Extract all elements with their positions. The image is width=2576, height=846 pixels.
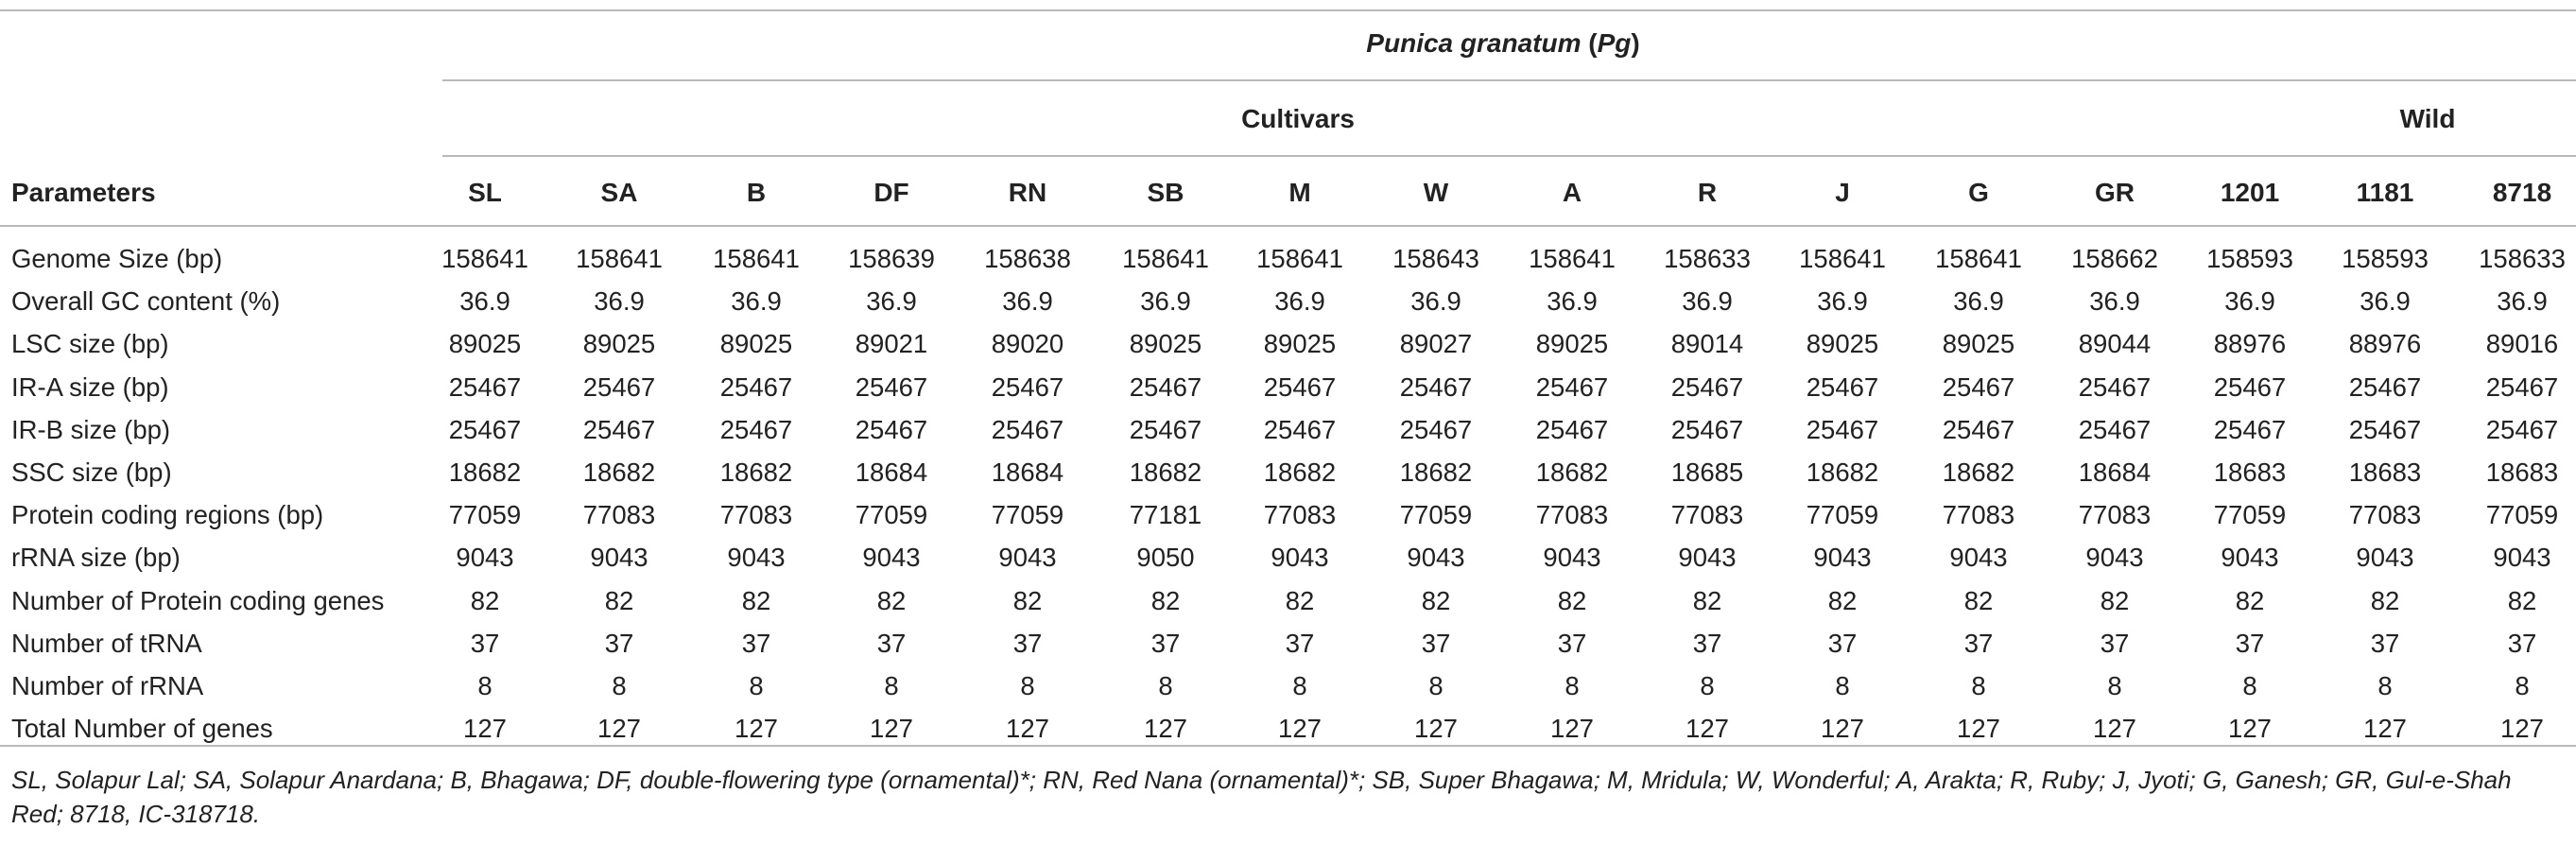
table-cell: 158662 (2071, 244, 2158, 273)
table-cell: 82 (2507, 585, 2537, 615)
table-cell: 89014 (1670, 329, 1744, 359)
table-cell: 88976 (2348, 329, 2422, 359)
table-cell: 82 (1421, 585, 1451, 615)
table-cell: 37 (2100, 628, 2130, 658)
row-label: Total Number of genes (11, 714, 273, 744)
column-header: M (1288, 178, 1311, 207)
table-cell: 18682 (1129, 458, 1202, 487)
header-bottom-rule (0, 225, 2576, 227)
table-cell: 77181 (1129, 500, 1202, 530)
table-cell: 82 (1692, 585, 1722, 615)
table-cell: 36.9 (731, 286, 782, 317)
table-cell: 8 (1292, 671, 1307, 700)
table-cell: 158633 (1664, 244, 1751, 273)
table-cell: 25467 (1806, 371, 1879, 402)
table-cell: 18682 (719, 458, 793, 487)
table-cell: 9043 (1271, 543, 1329, 573)
table-cell: 25467 (582, 371, 656, 402)
table-cell: 37 (2235, 628, 2265, 658)
column-header: J (1835, 178, 1850, 207)
table-cell: 82 (1827, 585, 1858, 615)
species-abbr: Pg (1597, 28, 1632, 58)
table-cell: 37 (604, 628, 634, 658)
table-cell: 82 (2370, 585, 2400, 615)
row-label: LSC size (bp) (11, 329, 169, 359)
table-cell: 9043 (1813, 543, 1872, 573)
table-cell: 18685 (1670, 458, 1744, 487)
table-cell: 25467 (1535, 371, 1609, 402)
row-label: Number of Protein coding genes (11, 585, 385, 615)
table-cell: 77083 (582, 500, 656, 530)
table-top-rule (0, 9, 2576, 11)
table-cell: 36.9 (594, 286, 645, 317)
table-cell: 89044 (2078, 329, 2152, 359)
group-header-wild: Wild (2399, 104, 2456, 133)
row-label: Number of rRNA (11, 671, 204, 700)
column-header: GR (2095, 178, 2135, 207)
table-cell: 18683 (2213, 458, 2287, 487)
table-cell: 9043 (2221, 543, 2279, 573)
table-cell: 25467 (991, 414, 1064, 444)
table-cell: 36.9 (1002, 286, 1053, 317)
table-cell: 36.9 (2497, 286, 2548, 317)
table-cell: 37 (876, 628, 907, 658)
table-cell: 36.9 (1682, 286, 1733, 317)
table-cell: 37 (1285, 628, 1315, 658)
table-cell: 36.9 (1817, 286, 1868, 317)
column-header: G (1968, 178, 1989, 207)
table-cell: 18682 (582, 458, 656, 487)
table-cell: 36.9 (2360, 286, 2411, 317)
table-cell: 8 (612, 671, 627, 700)
table-cell: 158643 (1392, 244, 1479, 273)
table-cell: 36.9 (459, 286, 510, 317)
table-cell: 8 (2515, 671, 2530, 700)
table-cell: 36.9 (2224, 286, 2275, 317)
table-cell: 9043 (456, 543, 514, 573)
row-label: Protein coding regions (bp) (11, 500, 324, 530)
table-cell: 9050 (1136, 543, 1195, 573)
table-cell: 18682 (1535, 458, 1609, 487)
table-cell: 25467 (991, 371, 1064, 402)
table-cell: 25467 (1263, 371, 1337, 402)
table-cell: 25467 (1670, 371, 1744, 402)
table-cell: 158641 (1935, 244, 2022, 273)
row-label: Genome Size (bp) (11, 244, 223, 273)
table-cell: 36.9 (1274, 286, 1325, 317)
table-cell: 158638 (984, 244, 1071, 273)
table-cell: 77059 (2213, 500, 2287, 530)
table-cell: 18683 (2485, 458, 2559, 487)
table-cell: 82 (1012, 585, 1043, 615)
table-cell: 127 (2500, 714, 2544, 744)
table-cell: 25467 (2078, 371, 2152, 402)
table-cell: 25467 (1263, 414, 1337, 444)
column-header: SA (600, 178, 638, 207)
table-cell: 9043 (1949, 543, 2008, 573)
table-cell: 18682 (1806, 458, 1879, 487)
table-cell: 158641 (1529, 244, 1616, 273)
parameters-header: Parameters (11, 178, 156, 207)
table-cell: 37 (1421, 628, 1451, 658)
table-cell: 8 (749, 671, 764, 700)
table-cell: 82 (2100, 585, 2130, 615)
table-cell: 8 (2377, 671, 2393, 700)
table-cell: 37 (1012, 628, 1043, 658)
table-cell: 82 (2235, 585, 2265, 615)
table-cell: 77083 (1942, 500, 2015, 530)
table-cell: 89021 (855, 329, 928, 359)
table-cell: 89025 (1806, 329, 1879, 359)
table-cell: 9043 (2356, 543, 2414, 573)
table-cell: 158593 (2206, 244, 2293, 273)
row-label: rRNA size (bp) (11, 543, 181, 573)
table-cell: 89025 (719, 329, 793, 359)
column-header: R (1697, 178, 1718, 207)
table-cell: 25467 (2213, 371, 2287, 402)
table-cell: 37 (741, 628, 771, 658)
table-cell: 82 (604, 585, 634, 615)
table-cell: 36.9 (2089, 286, 2140, 317)
table-cell: 8 (884, 671, 899, 700)
table-cell: 25467 (1399, 371, 1473, 402)
table-cell: 25467 (582, 414, 656, 444)
table-cell: 82 (876, 585, 907, 615)
table-cell: 127 (1414, 714, 1458, 744)
column-header: A (1562, 178, 1582, 207)
table-cell: 82 (1150, 585, 1181, 615)
table-cell: 77083 (2348, 500, 2422, 530)
table-cell: 25467 (1399, 414, 1473, 444)
table-cell: 25467 (1806, 414, 1879, 444)
table-cell: 127 (463, 714, 507, 744)
table-cell: 9043 (2493, 543, 2551, 573)
row-label: IR-A size (bp) (11, 371, 169, 402)
table-cell: 37 (1692, 628, 1722, 658)
table-cell: 89016 (2485, 329, 2559, 359)
group-rule (442, 155, 2576, 157)
table-cell: 37 (2370, 628, 2400, 658)
table-cell: 77059 (448, 500, 522, 530)
table-cell: 158641 (441, 244, 528, 273)
table-cell: 9043 (2085, 543, 2144, 573)
table-cell: 77083 (1263, 500, 1337, 530)
table-cell: 88976 (2213, 329, 2287, 359)
table-cell: 89025 (448, 329, 522, 359)
table-cell: 77059 (855, 500, 928, 530)
row-label: Number of tRNA (11, 628, 202, 658)
table-cell: 127 (1278, 714, 1322, 744)
table-cell: 77059 (1399, 500, 1473, 530)
table-cell: 25467 (719, 414, 793, 444)
table-cell: 36.9 (1547, 286, 1598, 317)
table-cell: 25467 (2485, 371, 2559, 402)
table-cell: 8 (477, 671, 493, 700)
table-cell: 37 (1150, 628, 1181, 658)
table-cell: 18682 (1263, 458, 1337, 487)
table-cell: 127 (1821, 714, 1864, 744)
table-cell: 127 (1686, 714, 1729, 744)
table-cell: 36.9 (1140, 286, 1191, 317)
table-cell: 127 (1957, 714, 2000, 744)
table-cell: 25467 (1129, 414, 1202, 444)
table-cell: 8 (1835, 671, 1850, 700)
column-header: SB (1147, 178, 1184, 207)
table-cell: 25467 (1942, 371, 2015, 402)
table-cell: 25467 (1942, 414, 2015, 444)
table-cell: 18684 (855, 458, 928, 487)
table-cell: 37 (470, 628, 500, 658)
table-cell: 82 (470, 585, 500, 615)
table-cell: 77083 (1535, 500, 1609, 530)
table-cell: 77083 (2078, 500, 2152, 530)
column-header: B (746, 178, 767, 207)
table-cell: 9043 (1407, 543, 1465, 573)
table-cell: 37 (1963, 628, 1994, 658)
table-cell: 25467 (448, 414, 522, 444)
table-cell: 158639 (848, 244, 935, 273)
table-cell: 158641 (713, 244, 800, 273)
table-cell: 18682 (448, 458, 522, 487)
row-label: IR-B size (bp) (11, 414, 171, 444)
column-header: DF (873, 178, 909, 207)
table-cell: 127 (870, 714, 913, 744)
table-cell: 82 (1557, 585, 1587, 615)
table-cell: 127 (2093, 714, 2136, 744)
table-cell: 77083 (719, 500, 793, 530)
table-cell: 82 (1963, 585, 1994, 615)
table-cell: 18684 (2078, 458, 2152, 487)
column-header: 1181 (2356, 178, 2414, 207)
table-cell: 82 (741, 585, 771, 615)
species-name: Punica granatum (1366, 28, 1582, 58)
table-cell: 158641 (1122, 244, 1209, 273)
table-cell: 77059 (991, 500, 1064, 530)
table-cell: 36.9 (1953, 286, 2004, 317)
table-cell: 18682 (1942, 458, 2015, 487)
table-cell: 36.9 (1410, 286, 1461, 317)
table-cell: 8 (1700, 671, 1715, 700)
table-cell: 127 (1006, 714, 1049, 744)
table-cell: 89025 (1942, 329, 2015, 359)
table-cell: 9043 (1678, 543, 1737, 573)
table-cell: 25467 (1670, 414, 1744, 444)
column-header: W (1423, 178, 1449, 207)
table-cell: 127 (1550, 714, 1594, 744)
table-cell: 158641 (1799, 244, 1886, 273)
table-cell: 82 (1285, 585, 1315, 615)
table-cell: 25467 (719, 371, 793, 402)
table-cell: 8 (2107, 671, 2122, 700)
table-cell: 127 (1144, 714, 1187, 744)
table-cell: 9043 (590, 543, 648, 573)
table-cell: 127 (735, 714, 778, 744)
table-cell: 25467 (855, 371, 928, 402)
table-cell: 25467 (2348, 414, 2422, 444)
row-label: SSC size (bp) (11, 458, 172, 487)
table-cell: 89027 (1399, 329, 1473, 359)
table-cell: 18682 (1399, 458, 1473, 487)
column-header: RN (1008, 178, 1047, 207)
table-cell: 77059 (1806, 500, 1879, 530)
table-cell: 77059 (2485, 500, 2559, 530)
table-cell: 9043 (998, 543, 1057, 573)
table-cell: 37 (2507, 628, 2537, 658)
table-cell: 25467 (2348, 371, 2422, 402)
table-cell: 8 (1971, 671, 1986, 700)
table-cell: 25467 (448, 371, 522, 402)
table-cell: 8 (1020, 671, 1035, 700)
table-cell: 25467 (855, 414, 928, 444)
table-cell: 18684 (991, 458, 1064, 487)
group-header-cultivars: Cultivars (1241, 104, 1355, 133)
table-cell: 8 (1428, 671, 1444, 700)
table-cell: 25467 (2213, 414, 2287, 444)
table-cell: 158633 (2479, 244, 2566, 273)
table-cell: 37 (1557, 628, 1587, 658)
table-cell: 158593 (2342, 244, 2429, 273)
row-label: Overall GC content (%) (11, 286, 281, 317)
table-cell: 25467 (1129, 371, 1202, 402)
table-cell: 9043 (727, 543, 786, 573)
table-cell: 36.9 (866, 286, 917, 317)
table-cell: 89025 (1535, 329, 1609, 359)
table-cell: 89025 (1263, 329, 1337, 359)
table-bottom-rule (0, 745, 2576, 747)
table-cell: 25467 (1535, 414, 1609, 444)
species-rule (442, 79, 2576, 81)
table-cell: 18683 (2348, 458, 2422, 487)
table-cell: 9043 (1543, 543, 1601, 573)
table-cell: 8 (1565, 671, 1580, 700)
table-cell: 89020 (991, 329, 1064, 359)
table-cell: 8 (1158, 671, 1173, 700)
footnote: SL, Solapur Lal; SA, Solapur Anardana; B, Bhagawa; DF, double-flowering type (ornamental)*; RN, Red Nana (ornamental)*; SB, Super Bhagawa; M, Mridula; W, Wonderful; A, Arakta; R, Ruby; J, Jyoti; G, Ganesh; GR, Gul-e-Shah Red; 8718, IC-318718. (11, 766, 2512, 828)
table-cell: 158641 (576, 244, 663, 273)
table-cell: 127 (2363, 714, 2407, 744)
table-cell: 89025 (582, 329, 656, 359)
species-title: Punica granatum (Pg) (1366, 28, 1640, 58)
table-cell: 9043 (862, 543, 921, 573)
column-header: 1201 (2220, 178, 2280, 207)
table-cell: 77083 (1670, 500, 1744, 530)
table-cell: 37 (1827, 628, 1858, 658)
column-header: 8718 (2492, 178, 2552, 207)
table-cell: 25467 (2078, 414, 2152, 444)
table-cell: 127 (597, 714, 641, 744)
table-cell: 8 (2242, 671, 2257, 700)
column-header: SL (468, 178, 502, 207)
table-cell: 158641 (1256, 244, 1343, 273)
table-cell: 25467 (2485, 414, 2559, 444)
table-cell: 89025 (1129, 329, 1202, 359)
table-cell: 127 (2228, 714, 2272, 744)
